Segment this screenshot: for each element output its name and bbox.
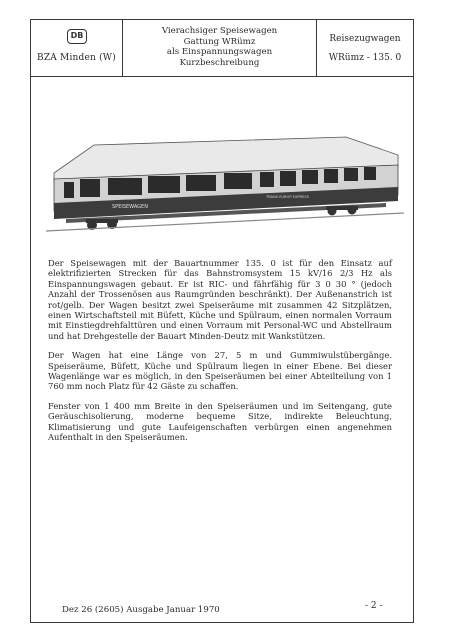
description-line: als Einspannungswagen <box>166 47 273 58</box>
railcar-photo <box>46 115 404 235</box>
window <box>364 167 376 180</box>
vehicle-number: WRümz - 135. 0 <box>328 53 402 63</box>
window <box>324 169 338 183</box>
window <box>260 172 274 187</box>
header-description-cell <box>123 20 317 76</box>
description-body <box>48 258 392 452</box>
paragraph: Fenster von 1 400 mm Breite in den Speiseräumen und im Seitengang, gute Geräuschisolierung, moderne bequeme Sitze, indirekte Beleuchtung, Klimatisierung und gute Laufeigenschaften verbürgen einen angenehmen Aufenthalt in den Speiseräumen. <box>48 400 392 443</box>
description-line: Kurzbeschreibung <box>179 57 260 68</box>
window <box>344 168 358 181</box>
header-description <box>123 26 316 68</box>
org-name: BZA Minden (W) <box>37 53 116 63</box>
page-number: - 2 - <box>365 601 383 611</box>
classification: Reisezugwagen <box>329 34 401 44</box>
edition-note: Dez 26 (2605) Ausgabe Januar 1970 <box>62 605 220 615</box>
header-org-cell <box>31 20 123 76</box>
window <box>80 179 100 197</box>
header-table <box>31 20 413 77</box>
description-line: Gattung WRümz <box>183 36 256 47</box>
car-lettering-small: TRANS EUROP EXPRESS <box>266 195 309 199</box>
window <box>224 173 252 189</box>
bogie-rear <box>326 206 358 216</box>
car-lettering: SPEISEWAGEN <box>112 204 148 210</box>
paragraph: Der Speisewagen mit der Bauartnummer 135. 0 ist für den Einsatz auf elektrifizierten Strecken für das Bahnstromsystem 15 kV/16 2/3 Hz als Einspannungswagen gebaut. Er ist RIC- und fährfähig für 3 0 30 ° (jedoch Anzahl der Trossenösen aus Raumgründen beschränkt). Der Außenanstrich ist rot/gelb. Der Wagen besitzt zwei Speiseräume mit zusammen 42 Sitzplätzen, einen Wirtschaftsteil mit Büfett, Küche und Spülraum, einen normalen Vorraum mit Einstiegdrehfalttüren und einen Vorraum mit Personal-WC und Abstellraum und hat Drehgestelle der Bauart Minden-Deutz mit Wankstützen. <box>48 258 392 341</box>
window <box>64 182 74 198</box>
description-line: Vierachsiger Speisewagen <box>161 26 278 36</box>
window <box>302 170 318 184</box>
window <box>148 176 180 193</box>
window <box>108 178 142 195</box>
db-logo: DB <box>67 29 87 44</box>
window <box>280 171 296 186</box>
header-class-cell <box>317 20 413 76</box>
window <box>186 175 216 191</box>
paragraph: Der Wagen hat eine Länge von 27, 5 m und Gummiwulstübergänge. Speiseräume, Büfett, Küche und Spülraum liegen in einer Ebene. Bei dieser Wagenlänge war es möglich, in den Speiseräumen bei einer Abteilteilung von 1 760 mm noch Platz für 42 Gäste zu schaffen. <box>48 350 392 392</box>
